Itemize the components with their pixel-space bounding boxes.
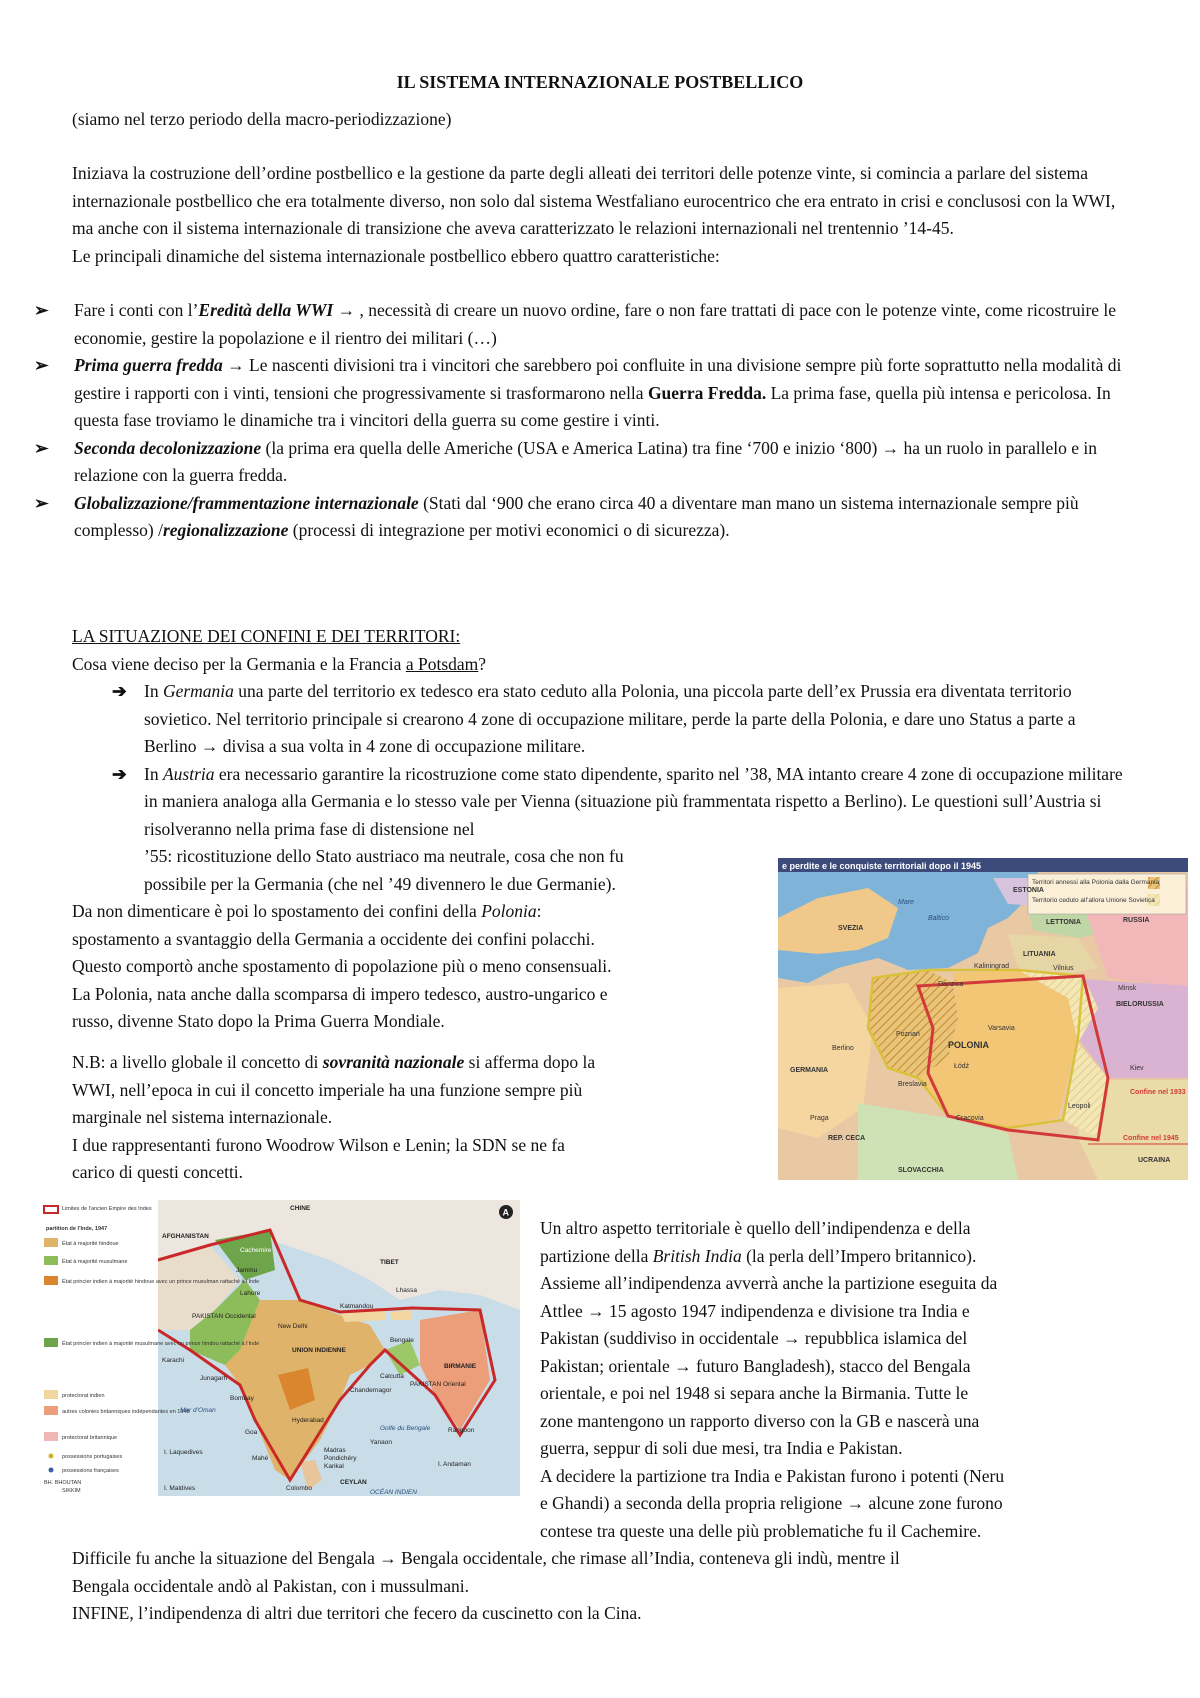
svg-text:Confine nel 1945: Confine nel 1945	[1123, 1135, 1179, 1142]
intro-paragraph: Iniziava la costruzione dell’ordine postbellico e la gestione da parte degli alleati dei territori delle potenze vinte, si comincia a parlare del sistema internazionale postbellico che era totalmente diverso, non solo dal sistema Westfaliano eurocentrico che era entrato in crisi e conclusosi con la WWI, ma anche con il sistema internazionale di transizione che aveva caratterizzato le relazioni internazionali nel trentennio ’14-45.	[72, 163, 1116, 238]
svg-text:Łódź: Łódź	[954, 1063, 970, 1070]
svg-text:Calcutta: Calcutta	[380, 1373, 404, 1380]
india-partition-map	[40, 1200, 520, 1496]
svg-text:Bombay: Bombay	[230, 1395, 254, 1402]
svg-text:Mahé: Mahé	[252, 1455, 269, 1462]
svg-text:CEYLAN: CEYLAN	[340, 1479, 367, 1486]
svg-text:possessions portugaises: possessions portugaises	[62, 1454, 123, 1460]
svg-text:Vilnius: Vilnius	[1053, 965, 1074, 972]
svg-text:Colombo: Colombo	[286, 1485, 313, 1492]
svg-text:Varsavia: Varsavia	[988, 1025, 1015, 1032]
svg-text:État princier indien à majorit: État princier indien à majorité hindoue avec un prince musulman rattaché à l’Inde	[62, 1279, 260, 1285]
svg-text:Leopoli: Leopoli	[1068, 1103, 1091, 1110]
svg-text:Madras: Madras	[324, 1447, 346, 1454]
svg-text:partition de l’Inde, 1947: partition de l’Inde, 1947	[46, 1226, 108, 1232]
list-item: ➔ In Germania una parte del territorio ex tedesco era stato ceduto alla Polonia, una piccola parte dell’ex Prussia era diventata territorio sovietico. Nel territorio principale si crearono 4 zone di occupazione militare, perde la parte della Polonia, e dare uno Status a parte a Berlino → divisa a sua volta in 4 zone di occupazione militare.	[110, 678, 1130, 761]
arrowhead-bullet-icon: ➢	[34, 437, 49, 458]
svg-text:Limites de l’ancien Empire des: Limites de l’ancien Empire des Indes	[62, 1206, 152, 1212]
svg-text:Mare: Mare	[898, 899, 914, 906]
svg-text:PAKISTAN Oriental: PAKISTAN Oriental	[410, 1381, 466, 1388]
svg-text:Chandernagor: Chandernagor	[350, 1387, 392, 1394]
svg-text:UNION INDIENNE: UNION INDIENNE	[292, 1347, 346, 1354]
svg-text:CHINE: CHINE	[290, 1205, 311, 1212]
svg-text:Mer d’Oman: Mer d’Oman	[180, 1407, 216, 1414]
svg-text:Cracovia: Cracovia	[956, 1115, 984, 1122]
svg-text:BIRMANIE: BIRMANIE	[444, 1363, 477, 1370]
svg-text:Minsk: Minsk	[1118, 985, 1137, 992]
poland-map-title: e perdite e le conquiste territoriali dopo il 1945	[782, 861, 982, 871]
characteristics-list	[28, 297, 1138, 545]
svg-text:ESTONIA: ESTONIA	[1013, 887, 1044, 894]
svg-text:Pondichéry: Pondichéry	[324, 1455, 357, 1462]
svg-text:SIKKIM: SIKKIM	[62, 1488, 81, 1494]
svg-text:New Delhi: New Delhi	[278, 1323, 308, 1330]
svg-text:UCRAINA: UCRAINA	[1138, 1157, 1171, 1164]
svg-text:Poznań: Poznań	[896, 1031, 920, 1038]
svg-text:I. Maldives: I. Maldives	[164, 1485, 196, 1492]
right-arrow-icon: ➔	[112, 681, 127, 701]
svg-text:Kaliningrad: Kaliningrad	[974, 963, 1010, 970]
svg-text:protectorat indien: protectorat indien	[62, 1393, 105, 1399]
closing-section: Difficile fu anche la situazione del Bengala → Bengala occidentale, che rimase all’India, conteneva gli indù, mentre il Bengala occidentale andò al Pakistan, con i mussulmani. INFINE, l’indipendenza di altri due territori che fecero da cuscinetto con la Cina.	[72, 1548, 900, 1623]
svg-text:GERMANIA: GERMANIA	[790, 1067, 829, 1074]
svg-text:Golfe du Bengale: Golfe du Bengale	[380, 1425, 431, 1432]
svg-text:BIELORUSSIA: BIELORUSSIA	[1116, 1001, 1164, 1008]
svg-text:AFGHANISTAN: AFGHANISTAN	[162, 1233, 209, 1240]
poland-map-graphic	[778, 858, 1188, 1180]
polonia-section: Da non dimenticare è poi lo spostamento dei confini della Polonia: spostamento a svantaggio della Germania a occidente dei confini polacchi. Questo comportò anche spostamento di popolazione più o meno consensuali. La Polonia, nata anche dalla scomparsa di impero tedesco, austro-ungarico e russo, divenne Stato dopo la Prima Guerra Mondiale.	[72, 901, 612, 1031]
svg-text:Jammu: Jammu	[236, 1267, 258, 1274]
svg-text:Lhassa: Lhassa	[396, 1287, 417, 1294]
svg-text:autres colonies britanniques i: autres colonies britanniques indépendantes en 1948	[62, 1409, 190, 1415]
intro-section	[72, 160, 1140, 270]
list-item: ➢ Globalizzazione/frammentazione internazionale (Stati dal ‘900 che erano circa 40 a diventare man mano un sistema internazionale sempre più complesso) /regionalizzazione (processi di integrazione per motivi economici o di sicurezza).	[28, 490, 1138, 545]
list-item: ➢ Fare i conti con l’Eredità della WWI → , necessità di creare un nuovo ordine, fare o non fare trattati di pace con le potenze vinte, come ricostruire le economie, gestire la popolazione e il rientro dei militari (…)	[28, 297, 1138, 352]
svg-text:SVEZIA: SVEZIA	[838, 925, 864, 932]
arrowhead-bullet-icon: ➢	[34, 492, 49, 513]
svg-text:Yanaon: Yanaon	[370, 1439, 392, 1446]
svg-text:Danzica: Danzica	[938, 981, 964, 988]
india-section: Un altro aspetto territoriale è quello dell’indipendenza e della partizione della British India (la perla dell’Impero britannico). Assieme all’indipendenza avverrà anche la partizione eseguita da Attlee → 15 agosto 1947 indipendenza e divisione tra India e Pakistan (suddiviso in occidentale → repubblica islamica del Pakistan; orientale → futuro Bangladesh), stacco del Bengala orientale, e poi nel 1948 si separa anche la Birmania. Tutte le zone mantengono un rapporto diverso con la GB e nascerà una guerra, seppur di soli due mesi, tra India e Pakistan. A decidere la partizione tra India e Pakistan furono i potenti (Neru e Ghandi) a seconda della propria religione → alcune zone furono contese tra queste una delle più problematiche fu il Cachemire.	[540, 1218, 1005, 1541]
svg-text:BH. BHOUTAN: BH. BHOUTAN	[44, 1480, 82, 1486]
svg-text:Karikal: Karikal	[324, 1463, 344, 1470]
svg-text:Praga: Praga	[810, 1115, 829, 1122]
list-item: ➢ Prima guerra fredda → Le nascenti divisioni tra i vincitori che sarebbero poi confluite in una divisione sempre più forte soprattutto nella modalità di gestire i rapporti con i vinti, tensioni che progressivamente si trasformarono nella Guerra Fredda. La prima fase, quella più intensa e pericolosa. In questa fase troviamo le dinamiche tra i vincitori della guerra su come gestire i vinti.	[28, 352, 1138, 435]
list-item: ➢ Seconda decolonizzazione (la prima era quella delle Americhe (USA e America Latina) tra fine ‘700 e inizio ‘800) → ha un ruolo in parallelo e in relazione con la guerra fredda.	[28, 435, 1138, 490]
potsdam-question: Cosa viene deciso per la Germania e la Francia a Potsdam?	[72, 653, 487, 674]
page-title: IL SISTEMA INTERNAZIONALE POSTBELLICO	[396, 72, 804, 92]
svg-text:LETTONIA: LETTONIA	[1046, 919, 1081, 926]
poland-borders-map	[778, 858, 1188, 1180]
svg-text:État à majorité musulmane: État à majorité musulmane	[62, 1259, 128, 1265]
svg-text:Karachi: Karachi	[162, 1357, 185, 1364]
svg-text:Lahore: Lahore	[240, 1290, 261, 1297]
arrowhead-bullet-icon: ➢	[34, 300, 49, 320]
subtitle-note: (siamo nel terzo periodo della macro-periodizzazione)	[72, 109, 452, 129]
svg-text:État princier indien à majorit: État princier indien à majorité musulmane avec un prince hindou rattaché à l’Inde	[62, 1341, 260, 1347]
arrowhead-bullet-icon: ➢	[34, 355, 49, 375]
svg-text:RUSSIA: RUSSIA	[1123, 917, 1150, 924]
svg-text:PAKISTAN Occidental: PAKISTAN Occidental	[192, 1313, 256, 1320]
svg-text:État à majorité hindoue: État à majorité hindoue	[62, 1241, 119, 1247]
india-map-graphic	[40, 1200, 520, 1496]
svg-text:Hyderabad: Hyderabad	[292, 1417, 324, 1424]
borders-section	[72, 623, 1140, 678]
section-heading: LA SITUAZIONE DEI CONFINI E DEI TERRITORI:	[72, 626, 461, 646]
svg-text:TIBET: TIBET	[380, 1259, 399, 1266]
svg-text:Cachemire: Cachemire	[240, 1247, 272, 1254]
svg-text:Territori annessi alla Polonia: Territori annessi alla Polonia dalla Germania	[1032, 879, 1160, 886]
svg-text:possessions françaises: possessions françaises	[62, 1468, 119, 1474]
svg-text:I. Andaman: I. Andaman	[438, 1461, 471, 1468]
svg-text:LITUANIA: LITUANIA	[1023, 951, 1056, 958]
svg-text:A: A	[502, 1207, 509, 1218]
list-item: ➔ In Austria era necessario garantire la ricostruzione come stato dipendente, sparito nel ’38, MA intanto creare 4 zone di occupazione militare in maniera analoga alla Germania e lo stesso vale per Vienna (situazione più frammentata rispetto a Berlino). Le questioni sull’Austria si risolveranno nella prima fase di distensione nel ’55: ricostituzione dello Stato austriaco ma neutrale, cosa che non fu possibile per la Germania (che nel ’49 divennero le due Germanie).	[110, 761, 1130, 899]
svg-text:Katmandou: Katmandou	[340, 1303, 374, 1310]
intro-lead: Le principali dinamiche del sistema internazionale postbellico ebbero quattro caratteristiche:	[72, 245, 720, 266]
svg-text:OCÉAN INDIEN: OCÉAN INDIEN	[370, 1489, 417, 1496]
svg-text:Confine nel 1933: Confine nel 1933	[1130, 1089, 1186, 1096]
svg-text:SLOVACCHIA: SLOVACCHIA	[898, 1167, 944, 1174]
svg-text:I. Laquedives: I. Laquedives	[164, 1449, 203, 1456]
svg-text:Junagarh: Junagarh	[200, 1375, 228, 1382]
nb-section: N.B: a livello globale il concetto di sovranità nazionale si afferma dopo la WWI, nell’epoca in cui il concetto imperiale ha una funzione sempre più marginale nel sistema internazionale. I due rappresentanti furono Woodrow Wilson e Lenin; la SDN se ne fa carico di questi concetti.	[72, 1052, 596, 1182]
svg-text:Rangoon: Rangoon	[448, 1427, 475, 1434]
right-arrow-icon: ➔	[112, 763, 127, 784]
svg-text:Bengale: Bengale	[390, 1337, 414, 1344]
svg-text:Breslavia: Breslavia	[898, 1081, 927, 1088]
svg-text:Territorio ceduto all’allora U: Territorio ceduto all’allora Unione Sovietica	[1032, 897, 1155, 904]
svg-text:protectorat britannique: protectorat britannique	[62, 1435, 118, 1441]
svg-text:Berlino: Berlino	[832, 1045, 854, 1052]
svg-text:REP. CECA: REP. CECA	[828, 1135, 866, 1142]
svg-text:Kiev: Kiev	[1130, 1065, 1144, 1072]
svg-text:Goa: Goa	[245, 1429, 258, 1436]
svg-text:Baltico: Baltico	[928, 915, 950, 922]
svg-text:POLONIA: POLONIA	[948, 1040, 990, 1050]
